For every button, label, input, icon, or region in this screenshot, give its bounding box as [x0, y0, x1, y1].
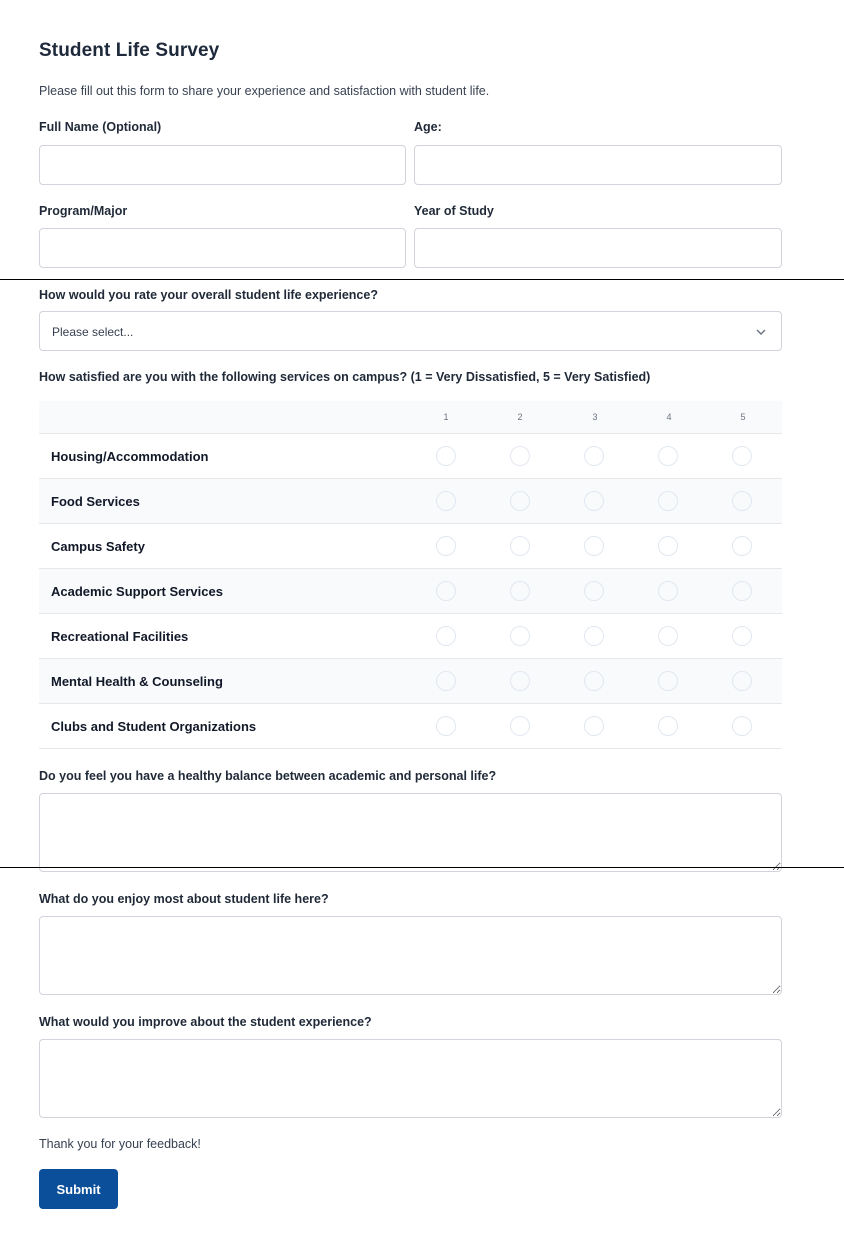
chevron-down-icon — [755, 326, 767, 338]
program-label: Program/Major — [39, 204, 128, 218]
table-row — [39, 614, 782, 659]
rating-radio-4[interactable] — [658, 671, 678, 691]
enjoy-question: What do you enjoy most about student life here? — [39, 892, 329, 906]
year-input[interactable] — [414, 228, 782, 268]
age-input[interactable] — [414, 145, 782, 185]
enjoy-textarea[interactable] — [39, 916, 782, 995]
rating-radio-2[interactable] — [510, 491, 530, 511]
rating-radio-2[interactable] — [510, 626, 530, 646]
table-row — [39, 704, 782, 749]
rating-radio-4[interactable] — [658, 446, 678, 466]
rating-radio-4[interactable] — [658, 716, 678, 736]
grid-header — [39, 401, 782, 434]
scale-label-5: 5 — [740, 412, 746, 422]
rating-radio-2[interactable] — [510, 716, 530, 736]
satisfaction-grid — [39, 401, 782, 749]
rating-radio-3[interactable] — [584, 716, 604, 736]
rating-radio-3[interactable] — [584, 536, 604, 556]
service-label: Clubs and Student Organizations — [51, 719, 257, 734]
service-label: Housing/Accommodation — [51, 449, 209, 464]
table-row — [39, 434, 782, 479]
select-value: Please select... — [52, 325, 134, 339]
rating-radio-2[interactable] — [510, 581, 530, 601]
rating-radio-2[interactable] — [510, 671, 530, 691]
balance-question: Do you feel you have a healthy balance between academic and personal life? — [39, 769, 497, 783]
rating-radio-5[interactable] — [732, 446, 752, 466]
rating-radio-1[interactable] — [436, 581, 456, 601]
table-row — [39, 524, 782, 569]
rating-radio-4[interactable] — [658, 491, 678, 511]
balance-textarea[interactable] — [39, 793, 782, 872]
scale-label-2: 2 — [517, 412, 523, 422]
scale-label-1: 1 — [443, 412, 449, 422]
full-name-label: Full Name (Optional) — [39, 120, 162, 134]
service-label: Food Services — [51, 494, 140, 509]
rating-radio-5[interactable] — [732, 536, 752, 556]
year-label: Year of Study — [414, 204, 494, 218]
thank-you-text: Thank you for your feedback! — [39, 1137, 201, 1151]
rating-radio-1[interactable] — [436, 716, 456, 736]
submit-button[interactable]: Submit — [39, 1169, 118, 1209]
page-title: Student Life Survey — [39, 40, 220, 61]
table-row — [39, 659, 782, 704]
age-label: Age: — [414, 120, 442, 134]
rating-radio-3[interactable] — [584, 671, 604, 691]
scale-label-4: 4 — [666, 412, 672, 422]
improve-textarea[interactable] — [39, 1039, 782, 1118]
rating-radio-2[interactable] — [510, 536, 530, 556]
rating-radio-5[interactable] — [732, 491, 752, 511]
rating-radio-3[interactable] — [584, 491, 604, 511]
overall-question: How would you rate your overall student life experience? — [39, 288, 378, 302]
service-label: Campus Safety — [51, 539, 145, 554]
full-name-input[interactable] — [39, 145, 406, 185]
table-row — [39, 569, 782, 614]
rating-radio-1[interactable] — [436, 446, 456, 466]
rating-radio-3[interactable] — [584, 581, 604, 601]
rating-radio-2[interactable] — [510, 446, 530, 466]
rating-radio-1[interactable] — [436, 536, 456, 556]
satisfaction-question: How satisfied are you with the following services on campus? (1 = Very Dissatisfied, 5 = Very Satisfied) — [39, 370, 651, 384]
improve-question: What would you improve about the student experience? — [39, 1015, 372, 1029]
rating-radio-5[interactable] — [732, 671, 752, 691]
service-label: Mental Health & Counseling — [51, 674, 223, 689]
program-input[interactable] — [39, 228, 406, 268]
rating-radio-5[interactable] — [732, 626, 752, 646]
rating-radio-4[interactable] — [658, 581, 678, 601]
service-label: Recreational Facilities — [51, 629, 189, 644]
rating-radio-3[interactable] — [584, 446, 604, 466]
rating-radio-1[interactable] — [436, 491, 456, 511]
divider — [0, 279, 844, 280]
divider — [0, 867, 844, 868]
rating-radio-4[interactable] — [658, 626, 678, 646]
rating-radio-5[interactable] — [732, 581, 752, 601]
rating-radio-5[interactable] — [732, 716, 752, 736]
overall-rating-select[interactable] — [39, 311, 782, 351]
table-row — [39, 479, 782, 524]
rating-radio-1[interactable] — [436, 626, 456, 646]
rating-radio-4[interactable] — [658, 536, 678, 556]
scale-label-3: 3 — [592, 412, 598, 422]
intro-text: Please fill out this form to share your experience and satisfaction with student life. — [39, 84, 490, 98]
service-label: Academic Support Services — [51, 584, 223, 599]
rating-radio-1[interactable] — [436, 671, 456, 691]
rating-radio-3[interactable] — [584, 626, 604, 646]
